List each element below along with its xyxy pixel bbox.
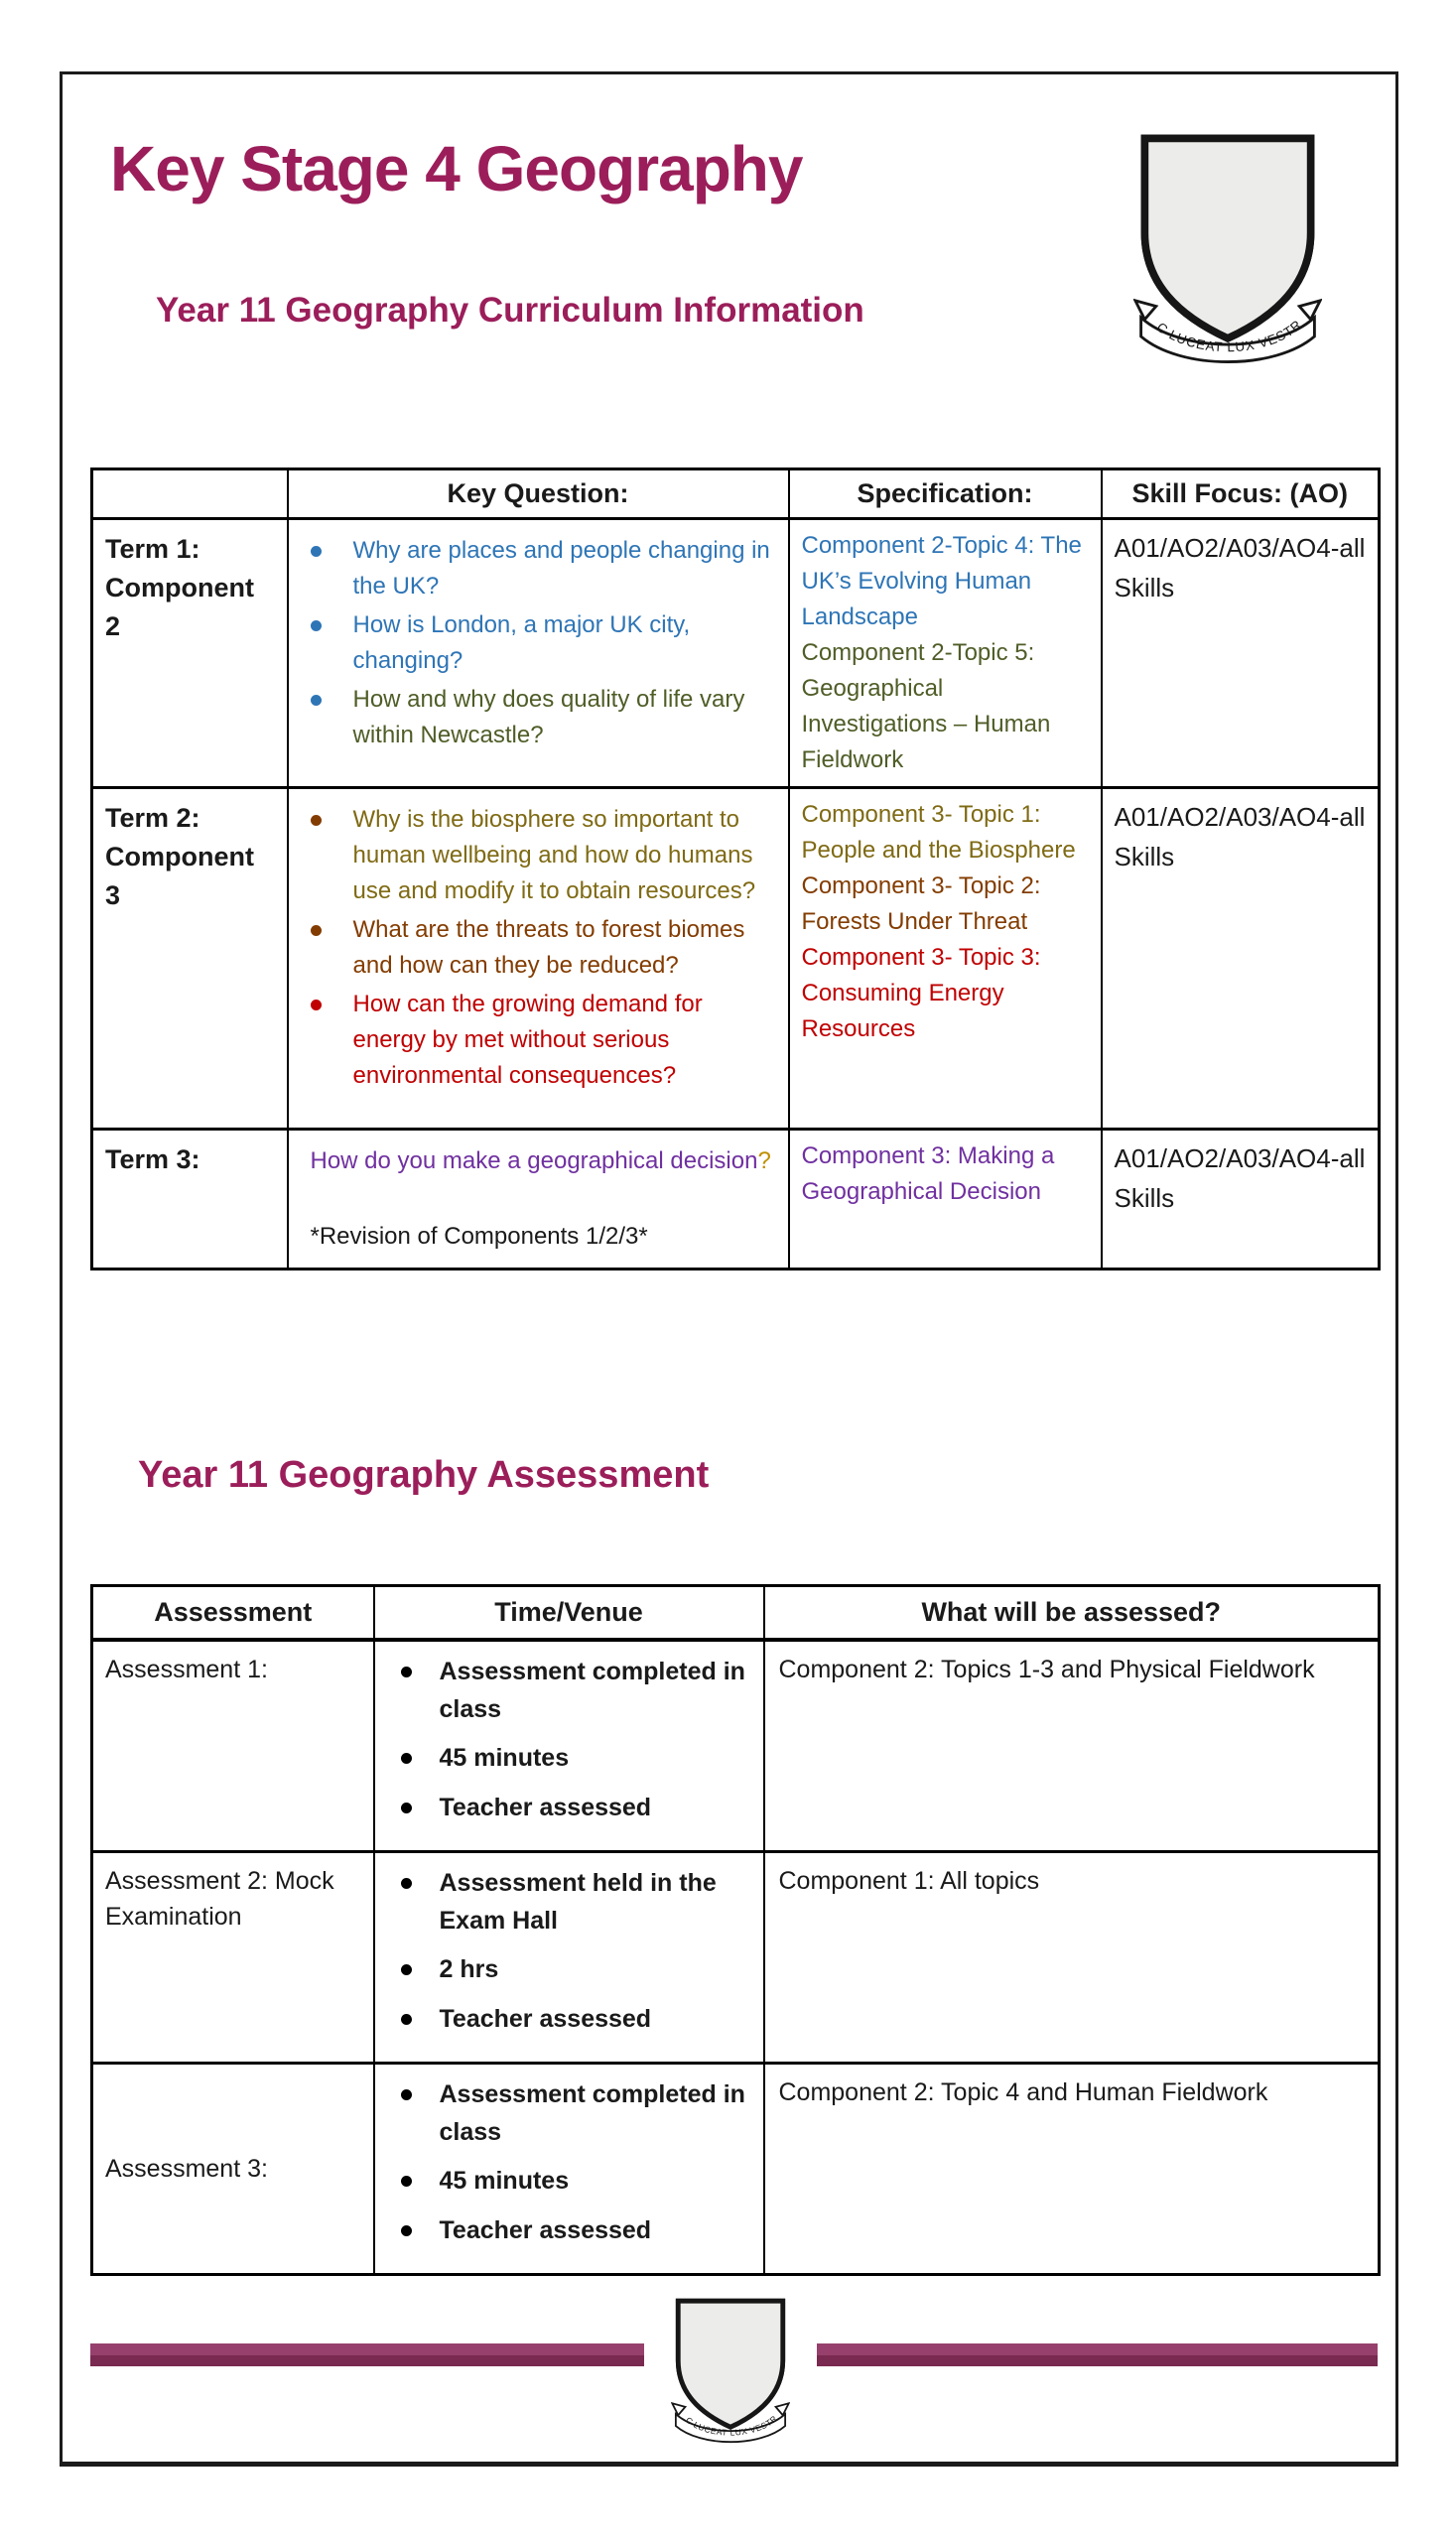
column-header-specification: Specification: [789,469,1102,519]
school-crest [1133,127,1322,374]
assessment-name-cell: Assessment 1: [92,1640,374,1852]
key-question-item [295,1143,776,1179]
spec-item [802,869,1089,940]
bullet-icon [401,1964,412,1975]
time-venue-item [383,2076,755,2151]
time-venue-item [383,1740,755,1778]
time-venue-text: Teacher assessed [439,1793,652,1821]
time-venue-item [383,1654,755,1728]
bullet-icon [311,546,322,557]
table-row [92,1130,1380,1270]
bullet-icon [311,1000,322,1010]
assessed-cell: Component 1: All topics [764,1852,1380,2064]
text-segment: Component 3: Making a Geographical Decision [801,1142,1055,1205]
bullet-icon [401,1803,412,1813]
curriculum-table [90,468,1381,1270]
text-segment: Component 3- Topic 1: People and the Biosphere [801,801,1076,864]
page-frame [60,71,1398,2467]
text-segment: Component 3- Topic 2: Forests Under Threat [801,872,1041,935]
key-question-text [353,607,776,679]
spec-item [802,797,1089,869]
bullet-icon [401,2089,412,2100]
time-venue-text: Assessment completed in class [439,1658,745,1723]
time-venue-item [383,2212,755,2250]
assessment-heading: Year 11 Geography Assessment [138,1454,710,1496]
term-cell: Term 2: Component 3 [92,788,288,1130]
school-crest-small [671,2294,790,2450]
text-segment: Why is the biosphere so important to human wellbeing and how do humans use and modify it to obtain resources? [352,806,756,904]
key-question-text [311,1143,776,1179]
specification-cell [789,788,1102,1130]
text-segment: How is London, a major UK city, changing? [352,611,691,674]
key-question-item [295,533,776,604]
text-segment: How can the growing demand for energy by met without serious environmental consequences? [352,991,703,1089]
key-question-text [353,533,776,604]
column-header-time-venue: Time/Venue [374,1586,764,1641]
key-question-text [353,912,776,984]
term-cell: Term 3: [92,1130,288,1270]
skill-focus-cell: A01/AO2/A03/AO4-all Skills [1102,788,1380,1130]
time-venue-item [383,2001,755,2039]
time-venue-cell [374,1852,764,2064]
bullet-icon [311,925,322,936]
text-segment: Component 2-Topic 5: Geographical Investigations – Human Fieldwork [801,639,1051,773]
table-row [92,788,1380,1130]
key-question-text [311,1219,776,1255]
column-header-skill-focus: Skill Focus: (AO) [1102,469,1380,519]
skill-focus-cell: A01/AO2/A03/AO4-all Skills [1102,519,1380,788]
key-question-cell [288,1130,789,1270]
table-row [92,1640,1380,1852]
bullet-icon [401,1878,412,1889]
bullet-icon [311,815,322,826]
key-question-item [295,912,776,984]
text-segment: Component 2-Topic 4: The UK’s Evolving Human Landscape [801,532,1082,630]
column-header-blank [92,469,288,519]
text-segment: How and why does quality of life vary within Newcastle? [352,686,745,748]
curriculum-header-row [92,469,1380,519]
spec-item [802,635,1089,778]
key-question-cell [288,519,789,788]
time-venue-text: Teacher assessed [439,2004,652,2033]
column-header-assessment: Assessment [92,1586,374,1641]
time-venue-cell [374,1640,764,1852]
time-venue-item [383,1951,755,1989]
key-question-item [295,802,776,909]
key-question-text [353,802,776,909]
skill-focus-cell: A01/AO2/A03/AO4-all Skills [1102,1130,1380,1270]
key-question-cell [288,788,789,1130]
bullet-icon [401,1753,412,1764]
key-question-text [353,682,776,753]
time-venue-item [383,2163,755,2201]
assessment-name-cell: Assessment 2: Mock Examination [92,1852,374,2064]
text-segment: What are the threats to forest biomes and how can they be reduced? [352,916,745,979]
text-segment: *Revision of Components 1/2/3* [310,1223,648,1250]
table-row [92,2064,1380,2275]
bullet-icon [401,2176,412,2187]
spec-item [802,940,1089,1047]
time-venue-cell [374,2064,764,2275]
text-segment: Why are places and people changing in the UK? [352,537,770,600]
page-subtitle: Year 11 Geography Curriculum Information [156,291,864,330]
key-question-item [295,682,776,753]
text-segment: How do you make a geographical decision [310,1147,758,1174]
text-segment: ? [757,1147,771,1174]
column-header-key-question: Key Question: [288,469,789,519]
key-question-item [295,607,776,679]
time-venue-item [383,1865,755,1939]
footer-crest [644,2294,817,2453]
text-segment: Component 3- Topic 3: Consuming Energy Resources [801,944,1041,1042]
bullet-icon [311,695,322,706]
bullet-icon [311,620,322,631]
bullet-icon [401,2225,412,2236]
table-row [92,519,1380,788]
specification-cell [789,1130,1102,1270]
time-venue-text: Assessment held in the Exam Hall [439,1869,717,1935]
assessment-name-cell: Assessment 3: [92,2064,374,2275]
table-row [92,1852,1380,2064]
time-venue-item [383,1790,755,1827]
assessed-cell: Component 2: Topic 4 and Human Fieldwork [764,2064,1380,2275]
spec-item [802,528,1089,635]
bullet-icon [401,1667,412,1677]
assessment-header-row [92,1586,1380,1641]
assessed-cell: Component 2: Topics 1-3 and Physical Fieldwork [764,1640,1380,1852]
column-header-assessed: What will be assessed? [764,1586,1380,1641]
key-question-text [353,987,776,1094]
key-question-item [295,987,776,1094]
time-venue-text: Assessment completed in class [439,2080,745,2146]
key-question-item [295,1219,776,1255]
time-venue-text: 45 minutes [439,2167,570,2195]
page-title: Key Stage 4 Geography [110,133,803,204]
assessment-table [90,1584,1381,2276]
spec-item [802,1138,1089,1210]
time-venue-text: 45 minutes [439,1744,570,1772]
time-venue-text: Teacher assessed [439,2215,652,2244]
bullet-icon [401,2014,412,2025]
term-cell: Term 1: Component 2 [92,519,288,788]
specification-cell [789,519,1102,788]
time-venue-text: 2 hrs [439,1955,499,1983]
